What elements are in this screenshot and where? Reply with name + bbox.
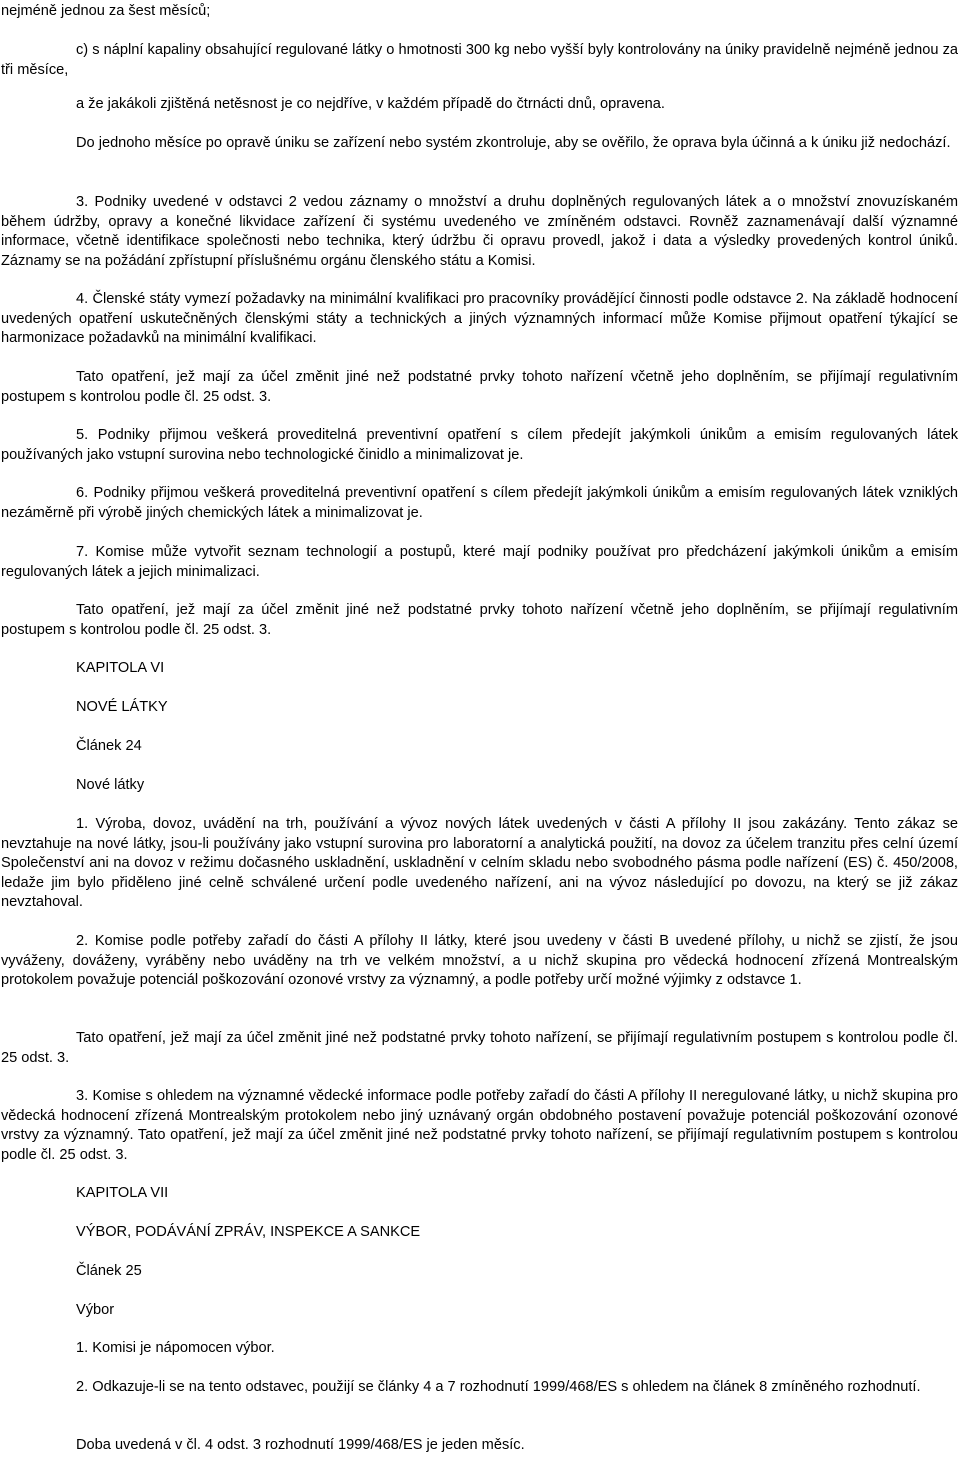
paragraph-item-c: c) s náplní kapaliny obsahující regulované látky o hmotnosti 300 kg nebo vyšší byly kontrolovány na úniky pravidelně nejméně jednou za tři měsíce, xyxy=(1,42,958,78)
paragraph-art24-3: 3. Komise s ohledem na významné vědecké informace podle potřeby zařadí do části A přílohy II neregulované látky, u nichž skupina pro vědecká hodnocení zřízená Montrealským protokolem nebo jiný uznávaný orgán obdobného postavení považuje potenciál poškozování ozonové vrstvy za významný. Tato opatření, jež mají za účel změnit jiné než podstatné prvky tohoto nařízení, se přijímají regulativním postupem s kontrolou podle čl. 25 odst. 3. xyxy=(1,1088,958,1163)
chapter-heading: KAPITOLA VI xyxy=(76,660,165,676)
article-number: Článek 25 xyxy=(76,1263,142,1279)
paragraph-measures-a: Tato opatření, jež mají za účel změnit jiné než podstatné prvky tohoto nařízení včetně jeho doplněním, se přijímají regulativním postupem s kontrolou podle čl. 25 odst. 3. xyxy=(1,369,958,405)
paragraph-art25-1: 1. Komisi je nápomocen výbor. xyxy=(76,1340,275,1356)
paragraph-3-records: 3. Podniky uvedené v odstavci 2 vedou záznamy o množství a druhu doplněných regulovaných látek a o množství znovuzískaném během údržby, opravy a konečné likvidace zařízení či systému uvedeného ve zmíněném odstavci. Rovněž zaznamenávají další významné informace, včetně identifikace společnosti nebo technika, který údržbu či opravu provedl, jakož i data a výsledky provedených kontrol úniků. Záznamy se na požádání zpřístupní příslušnému orgánu členského státu a Komisi. xyxy=(1,194,958,269)
paragraph-measures-b: Tato opatření, jež mají za účel změnit jiné než podstatné prvky tohoto nařízení včetně jeho doplněním, se přijímají regulativním postupem s kontrolou podle čl. 25 odst. 3. xyxy=(1,602,958,638)
article-title: Nové látky xyxy=(76,777,145,793)
paragraph-5-feedstock: 5. Podniky přijmou veškerá proveditelná preventivní opatření s cílem předejít jakýmkoli únikům a emisím regulovaných látek používaných jako vstupní surovina nebo technologické činidlo a minimalizovat je. xyxy=(1,427,958,463)
paragraph-repair-check: Do jednoho měsíce po opravě úniku se zařízení nebo systém zkontroluje, aby se ověřilo, že oprava byla účinná a k úniku již nedochází. xyxy=(76,135,951,151)
chapter-heading: KAPITOLA VII xyxy=(76,1185,169,1201)
paragraph-6-byproducts: 6. Podniky přijmou veškerá proveditelná preventivní opatření s cílem předejít jakýmkoli únikům a emisím regulovaných látek vzniklých nezáměrně při výrobě jiných chemických látek a minimalizovat je. xyxy=(1,485,958,521)
chapter-title: VÝBOR, PODÁVÁNÍ ZPRÁV, INSPEKCE A SANKCE xyxy=(76,1224,421,1240)
article-number: Článek 24 xyxy=(76,738,142,754)
paragraph-art25-2: 2. Odkazuje-li se na tento odstavec, použijí se články 4 a 7 rozhodnutí 1999/468/ES s ohledem na článek 8 zmíněného rozhodnutí. xyxy=(76,1379,921,1395)
paragraph-art25-period: Doba uvedená v čl. 4 odst. 3 rozhodnutí 1999/468/ES je jeden měsíc. xyxy=(76,1437,525,1453)
paragraph-4-qualification: 4. Členské státy vymezí požadavky na minimální kvalifikaci pro pracovníky provádějící činnosti podle odstavce 2. Na základě hodnocení uvedených opatření uskutečněných členskými státy a technických a jiných významných informací může Komise přijmout opatření týkající se harmonizace požadavků na minimální kvalifikaci. xyxy=(1,291,958,346)
paragraph-art24-2: 2. Komise podle potřeby zařadí do části A přílohy II látky, které jsou uvedeny v části B uvedené přílohy, u nichž se zjistí, že jsou vyváženy, dováženy, vyráběny nebo uváděny na trh ve velkém množství, a u nichž skupina pro vědecká hodnocení zřízená Montrealským protokolem považuje potenciál poškozování ozonové vrstvy za významný, a podle potřeby určí možné výjimky z odstavce 1. xyxy=(1,933,958,988)
article-title: Výbor xyxy=(76,1302,115,1318)
paragraph-measures-c: Tato opatření, jež mají za účel změnit jiné než podstatné prvky tohoto nařízení, se přijímají regulativním postupem s kontrolou podle čl. 25 odst. 3. xyxy=(1,1030,958,1066)
paragraph-repair-deadline: a že jakákoli zjištěná netěsnost je co nejdříve, v každém případě do čtrnácti dnů, opravena. xyxy=(76,96,665,112)
paragraph-continuation: nejméně jednou za šest měsíců; xyxy=(1,3,211,19)
paragraph-7-technologies: 7. Komise může vytvořit seznam technologií a postupů, které mají podniky používat pro předcházení jakýmkoli únikům a emisím regulovaných látek a jejich minimalizaci. xyxy=(1,544,958,580)
paragraph-art24-1: 1. Výroba, dovoz, uvádění na trh, používání a vývoz nových látek uvedených v části A přílohy II jsou zakázány. Tento zákaz se nevztahuje na nové látky, jsou-li používány jako vstupní surovina pro laboratorní a analytická použití, na dovoz za účelem tranzitu přes celní území Společenství ani na dovoz v režimu dočasného uskladnění, uskladnění v celním skladu nebo svobodného pásma podle nařízení (ES) č. 450/2008, ledaže jim bylo přiděleno jiné celně schválené určení podle uvedeného nařízení, ani na vývoz následující po dovozu, na který se již zákaz nevztahoval. xyxy=(1,816,958,910)
chapter-title: NOVÉ LÁTKY xyxy=(76,699,168,715)
